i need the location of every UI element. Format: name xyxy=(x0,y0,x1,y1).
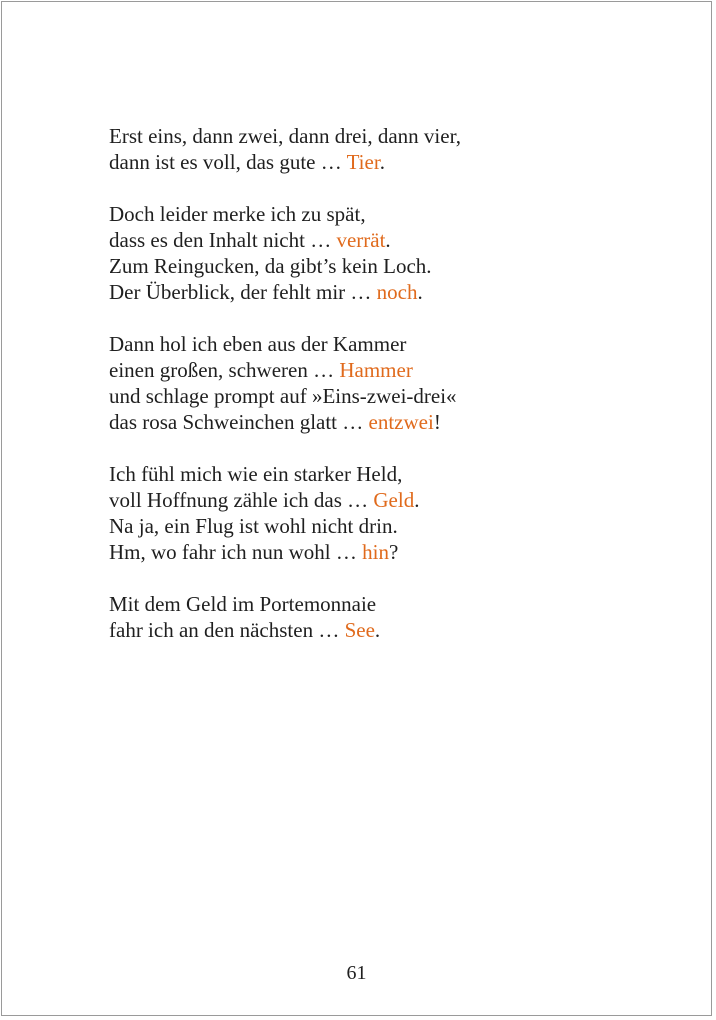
poem xyxy=(109,123,609,669)
poem-line xyxy=(109,383,609,409)
line-text: Dann hol ich eben aus der Kammer xyxy=(109,332,407,356)
line-punctuation: . xyxy=(379,150,385,174)
line-text: Der Überblick, der fehlt mir … xyxy=(109,280,377,304)
poem-line xyxy=(109,409,609,435)
poem-line xyxy=(109,227,609,253)
line-text: Hm, wo fahr ich nun wohl … xyxy=(109,540,363,564)
rhyme-word: Geld xyxy=(373,488,415,512)
poem-line xyxy=(109,253,609,279)
stanza-2 xyxy=(109,201,609,305)
stanza-5 xyxy=(109,591,609,643)
rhyme-word: See xyxy=(344,618,375,642)
line-text: Na ja, ein Flug ist wohl nicht drin. xyxy=(109,514,398,538)
line-text: Zum Reingucken, da gibt’s kein Loch. xyxy=(109,254,432,278)
line-text: einen großen, schweren … xyxy=(109,358,340,382)
line-punctuation: . xyxy=(417,280,423,304)
rhyme-word: verrät xyxy=(336,228,386,252)
poem-line xyxy=(109,357,609,383)
line-text: voll Hoffnung zähle ich das … xyxy=(109,488,374,512)
poem-line xyxy=(109,149,609,175)
poem-line xyxy=(109,123,609,149)
stanza-4 xyxy=(109,461,609,565)
poem-line xyxy=(109,591,609,617)
stanza-3 xyxy=(109,331,609,435)
line-punctuation: ? xyxy=(388,540,399,564)
poem-line xyxy=(109,331,609,357)
rhyme-word: Hammer xyxy=(339,358,413,382)
stanza-1 xyxy=(109,123,609,175)
line-text: das rosa Schweinchen glatt … xyxy=(109,410,369,434)
line-punctuation: . xyxy=(374,618,381,642)
line-text: Erst eins, dann zwei, dann drei, dann vier, xyxy=(109,124,461,148)
poem-line xyxy=(109,617,609,643)
line-text: Doch leider merke ich zu spät, xyxy=(109,202,366,226)
line-text: fahr ich an den nächsten … xyxy=(109,618,345,642)
line-text: und schlage prompt auf »Eins-zwei-drei« xyxy=(109,384,457,408)
rhyme-word: noch xyxy=(376,280,418,304)
rhyme-word: Tier xyxy=(346,150,380,174)
line-punctuation: ! xyxy=(433,410,441,434)
line-text: Mit dem Geld im Portemonnaie xyxy=(109,592,377,616)
rhyme-word: entzwei xyxy=(368,410,434,434)
line-text: Ich fühl mich wie ein starker Held, xyxy=(109,462,403,486)
poem-line xyxy=(109,513,609,539)
poem-line xyxy=(109,487,609,513)
line-punctuation: . xyxy=(385,228,391,252)
poem-line xyxy=(109,461,609,487)
line-text: dann ist es voll, das gute … xyxy=(109,150,347,174)
page-number: 61 xyxy=(346,962,367,984)
rhyme-word: hin xyxy=(362,540,389,564)
poem-line xyxy=(109,539,609,565)
line-text: dass es den Inhalt nicht … xyxy=(109,228,337,252)
poem-line xyxy=(109,279,609,305)
poem-line xyxy=(109,201,609,227)
line-punctuation: . xyxy=(414,488,420,512)
book-page xyxy=(1,1,712,1016)
